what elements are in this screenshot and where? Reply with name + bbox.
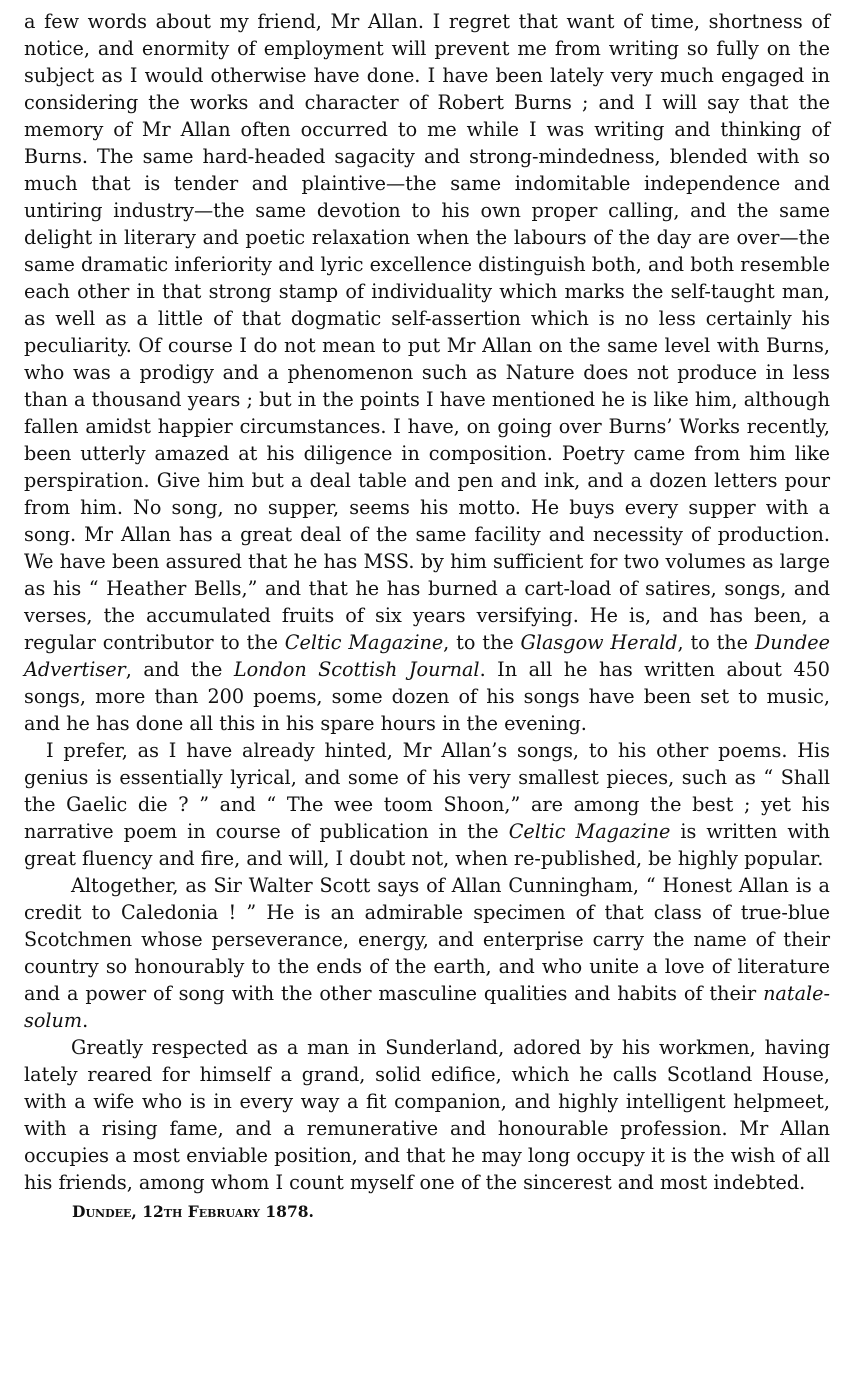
paragraph-2	[24, 737, 830, 872]
italic-title: Glasgow Herald	[520, 631, 678, 654]
text-run: Greatly respected as a man in Sunderland, adored by his workmen, having lately reared for himself a grand, solid edifice, which he calls Scotland House, with a wife who is in every way a fit companion, and highly intelligent helpmeet, with a rising fame, and a remunerative and honourable profession. Mr Allan occupies a most enviable position, and that he may long occupy it is the wish of all his friends, among whom I count myself one of the sincerest and most indebted.	[24, 1036, 830, 1194]
text-run: , and the	[125, 658, 234, 681]
italic-title: Dundee Advertiser	[24, 631, 830, 681]
italic-title: London Scottish Journal	[233, 658, 480, 681]
text-run: .	[82, 1009, 89, 1032]
paragraph-4	[24, 1034, 830, 1196]
text-run: , to the	[677, 631, 755, 654]
text-run: , to the	[443, 631, 521, 654]
document-page	[24, 8, 830, 1225]
text-run: a few words about my friend, Mr Allan. I regret that want of time, shortness of notice, and enormity of employment will prevent me from writing so fully on the subject as I would otherwise have done. I have been lately very much engaged in considering the works and character of Robert Burns ; and I will say that the memory of Mr Allan often occurred to me while I was writing and thinking of Burns. The same hard-headed sagacity and strong-mindedness, blended with so much that is tender and plaintive—the same indomitable independence and untiring industry—the same devotion to his own proper calling, and the same delight in literary and poetic relaxation when the labours of the day are over—the same dramatic inferiority and lyric excellence distinguish both, and both resemble each other in that strong stamp of individuality which marks the self-taught man, as well as a little of that dogmatic self-assertion which is no less certainly his peculiarity. Of course I do not mean to put Mr Allan on the same level with Burns, who was a prodigy and a phenomenon such as Nature does not produce in less than a thousand years ; but in the points I have mentioned he is like him, although fallen amidst happier circumstances. I have, on going over Burns’ Works recently, been utterly amazed at his diligence in composition. Poetry came from him like perspiration. Give him but a deal table and pen and ink, and a dozen letters pour from him. No song, no supper, seems his motto. He buys every supper with a song. Mr Allan has a great deal of the same facility and necessity of production. We have been assured that he has MSS. by him sufficient for two volumes as large as his “ Heather Bells,” and that he has burned a cart-load of satires, songs, and verses, the accumulated fruits of six years versifying. He is, and has been, a regular contributor to the	[24, 10, 830, 654]
text-run: Altogether, as Sir Walter Scott says of Allan Cunningham, “ Honest Allan is a credit to Caledonia ! ” He is an admirable specimen of that class of true-blue Scotchmen whose perseverance, energy, and enterprise carry the name of their country so honourably to the ends of the earth, and who unite a love of literature and a power of song with the other masculine qualities and habits of their	[24, 874, 830, 1005]
italic-title: Celtic Magazine	[508, 820, 671, 843]
italic-title: Celtic Magazine	[284, 631, 444, 654]
signoff-dateline: Dundee, 12th February 1878.	[72, 1202, 314, 1221]
text-run: . In all he has written about 450 songs, more than 200 poems, some dozen of his songs have been set to music, and he has done all this in his spare hours in the evening.	[24, 658, 830, 735]
paragraph-1	[24, 8, 830, 737]
paragraph-3	[24, 872, 830, 1034]
text-run: is written with great fluency and fire, and will, I doubt not, when re-published, be highly popular.	[24, 820, 830, 870]
text-run: I prefer, as I have already hinted, Mr Allan’s songs, to his other poems. His genius is essentially lyrical, and some of his very smallest pieces, such as “ Shall the Gaelic die ? ” and “ The wee toom Shoon,” are among the best ; yet his narrative poem in course of publication in the	[24, 739, 830, 843]
italic-title: natale-solum	[24, 982, 830, 1032]
